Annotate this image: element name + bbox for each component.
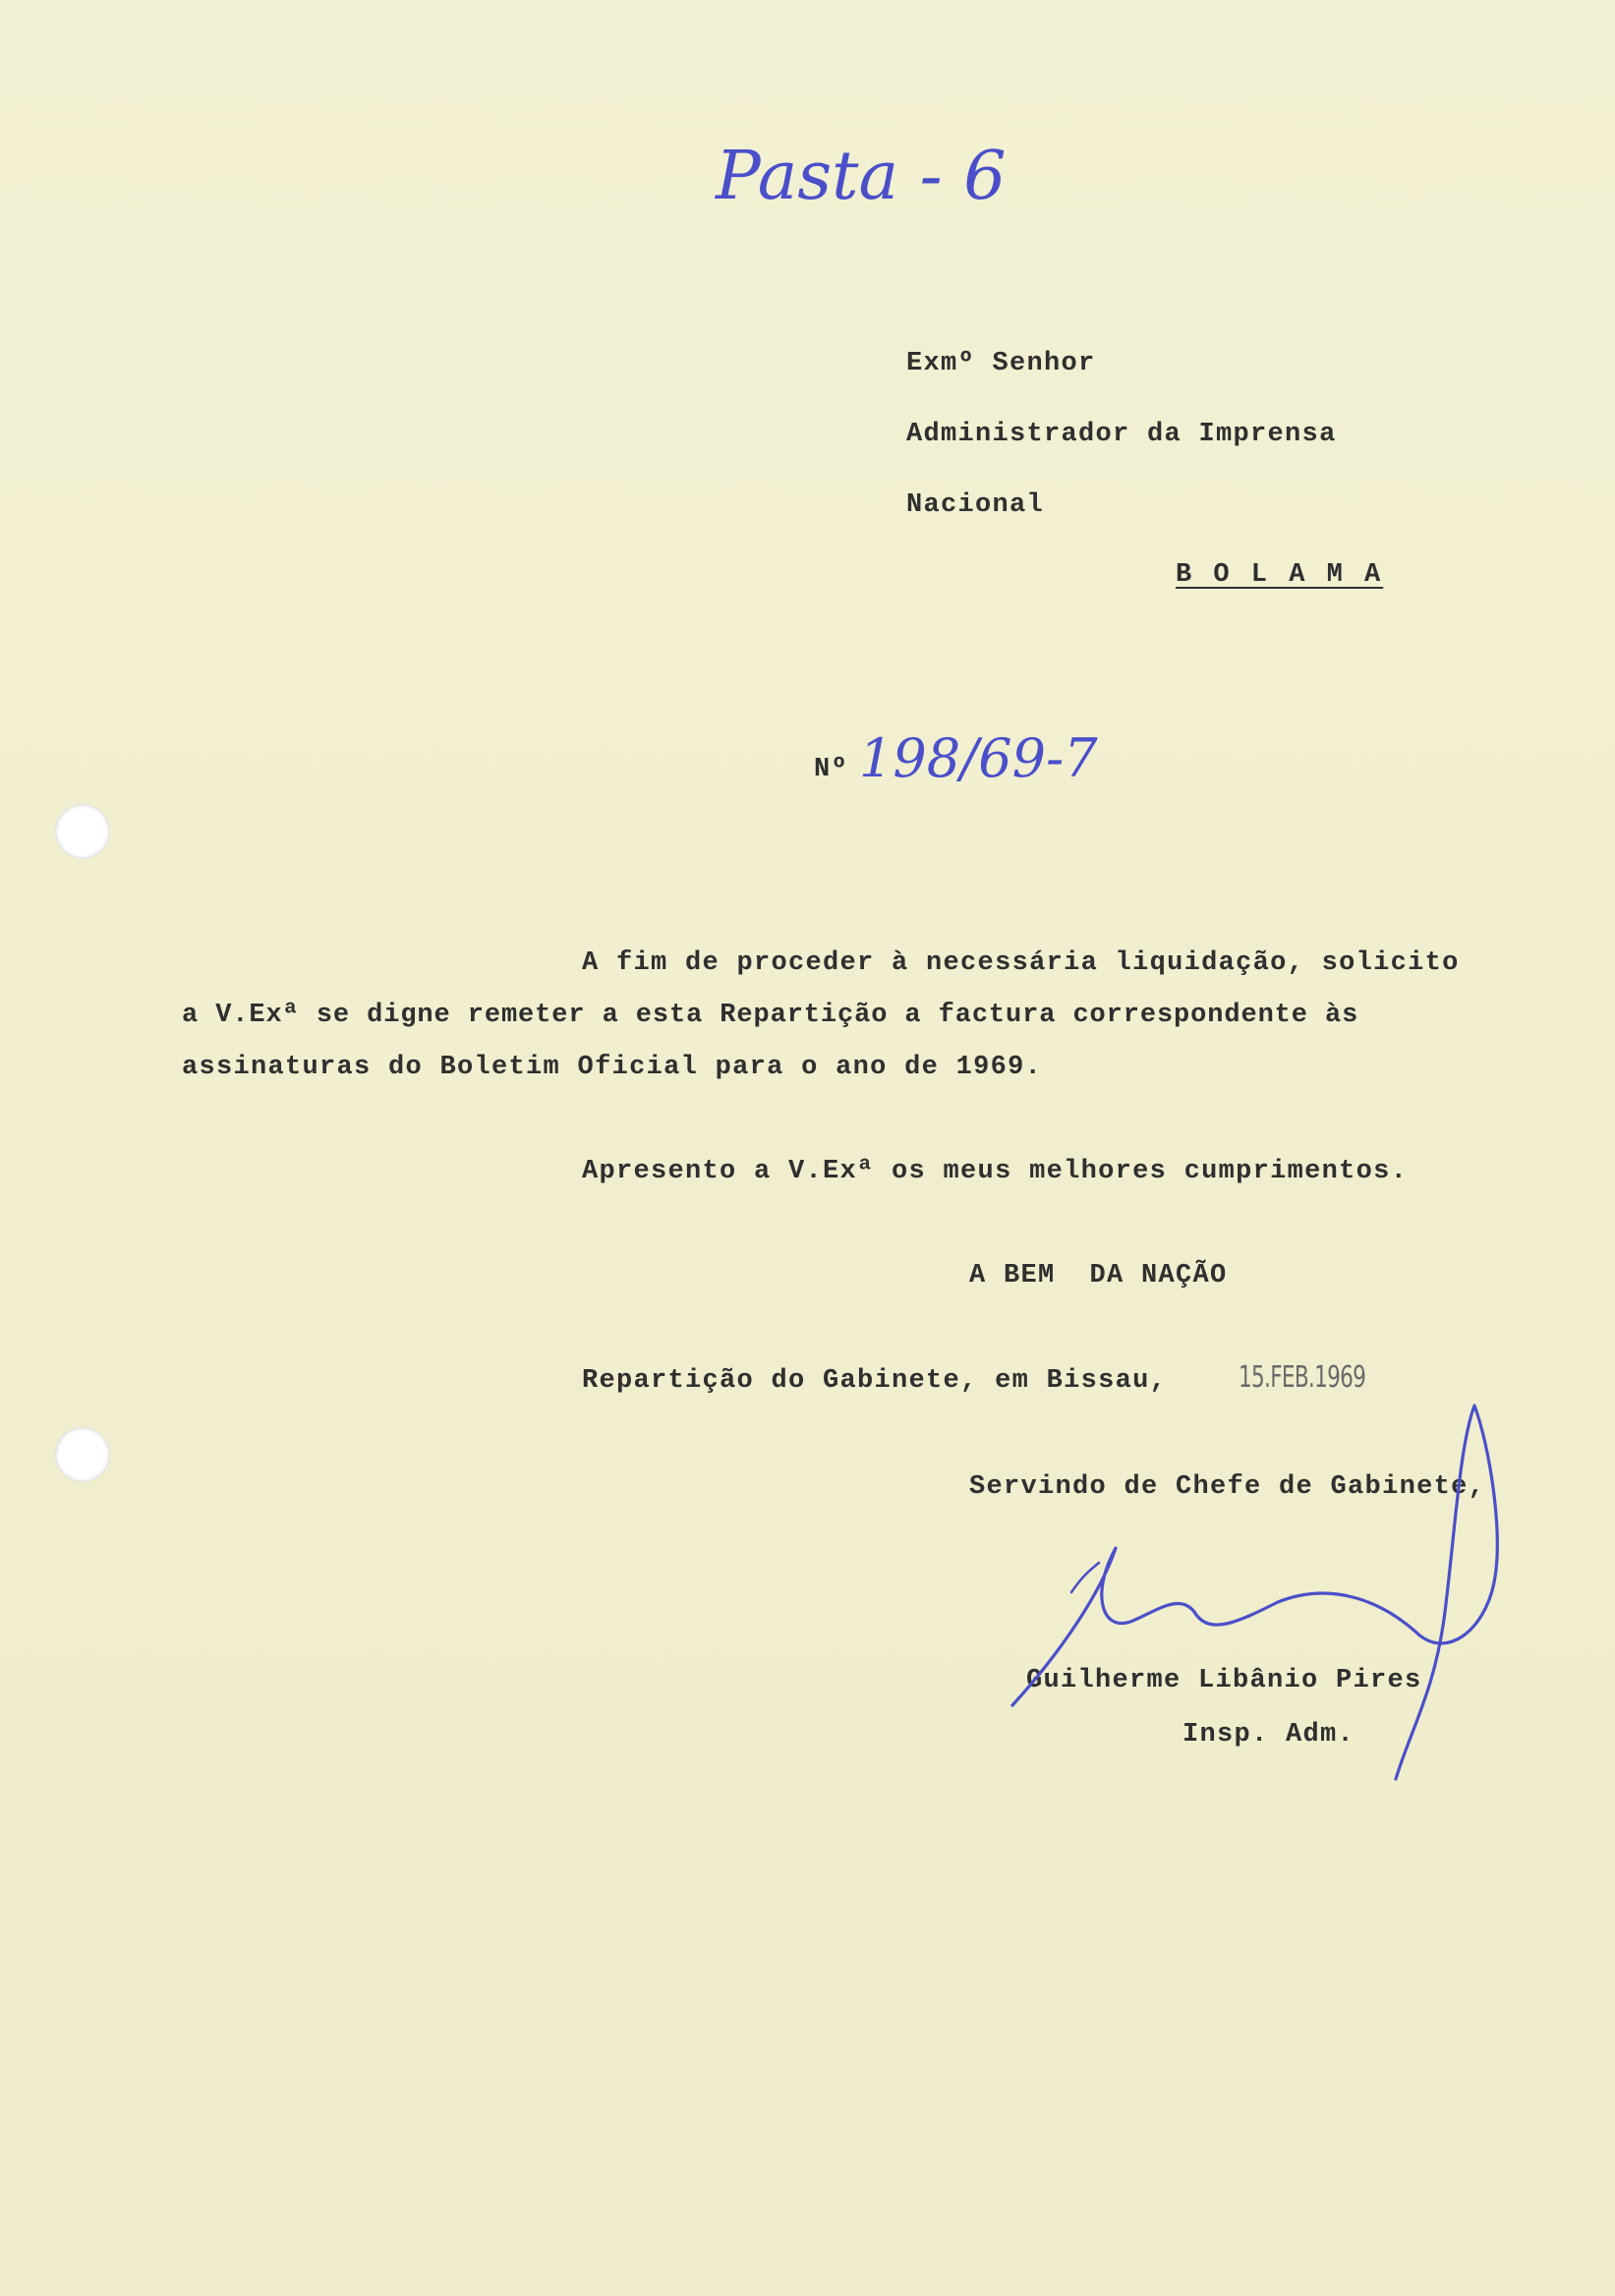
address-line-1: Exmº Senhor [906, 349, 1096, 378]
punch-hole-top [55, 804, 110, 859]
address-line-3: Nacional [906, 490, 1045, 520]
motto: A BEM DA NAÇÃO [969, 1261, 1228, 1291]
signer-title: Insp. Adm. [1182, 1720, 1355, 1750]
date-stamp: 15.FEB.1969 [1239, 1360, 1366, 1395]
body-line-1: A fim de proceder à necessária liquidação, solicito [582, 948, 1460, 978]
punch-hole-bottom [55, 1427, 110, 1482]
closing-line: Apresento a V.Exª os meus melhores cumprimentos. [582, 1157, 1409, 1186]
reference-number-handwritten: 198/69-7 [859, 727, 1098, 789]
folder-mark-handwritten: Pasta - 6 [716, 138, 1007, 215]
signer-name: Guilherme Libânio Pires [1026, 1666, 1422, 1695]
body-line-2: a V.Exª se digne remeter a esta Repartição a factura correspondente às [182, 1001, 1359, 1030]
reference-prefix: Nº [814, 755, 849, 784]
body-line-3: assinaturas do Boletim Oficial para o ano de 1969. [182, 1053, 1043, 1082]
address-line-2: Administrador da Imprensa [906, 420, 1337, 449]
place-and-date: Repartição do Gabinete, em Bissau, [582, 1366, 1168, 1396]
signer-role: Servindo de Chefe de Gabinete, [969, 1472, 1486, 1502]
address-city: B O L A M A [1176, 560, 1384, 590]
